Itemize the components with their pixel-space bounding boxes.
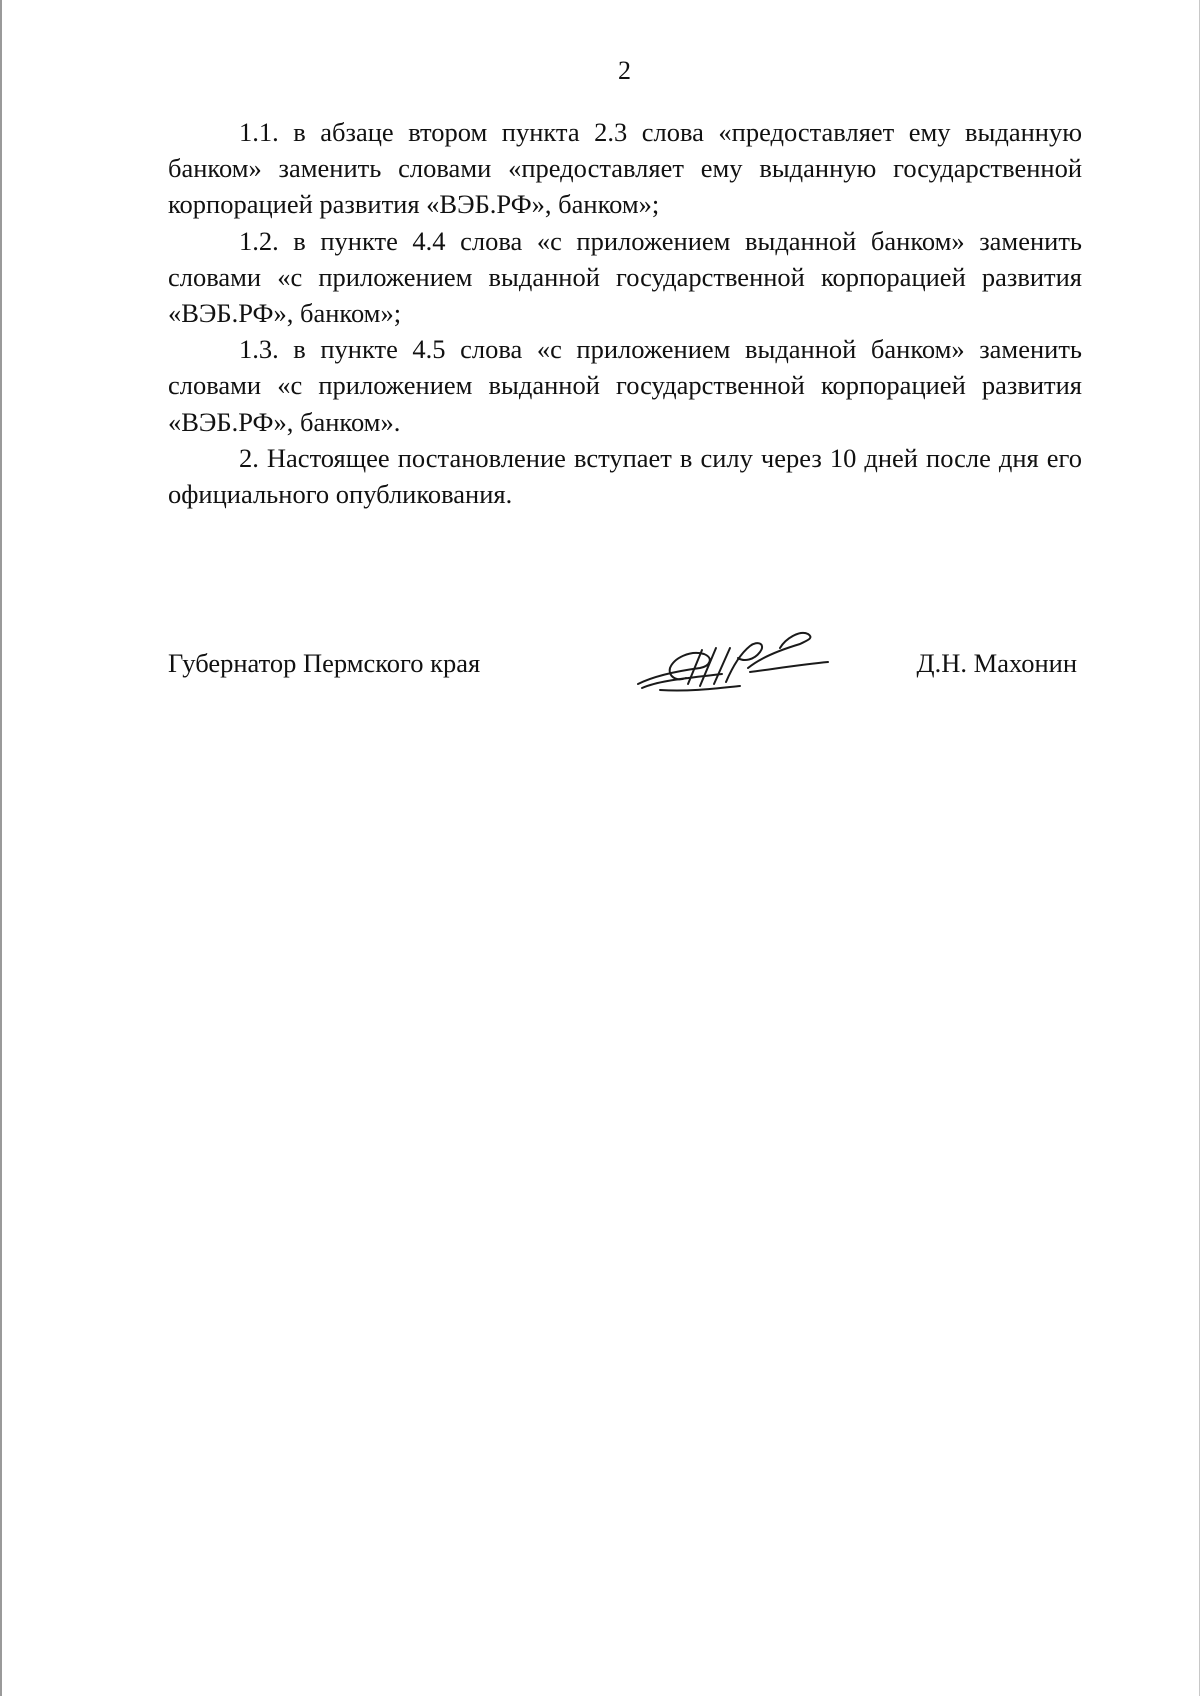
page-number: 2 bbox=[618, 56, 631, 85]
paragraph-1-1: 1.1. в абзаце втором пункта 2.3 слова «предоставляет ему выданную банком» заменить словами «предоставляет ему выданную государственной корпорацией развития «ВЭБ.РФ», банком»; bbox=[168, 117, 1082, 220]
signature-block bbox=[168, 636, 1082, 696]
handwritten-signature bbox=[630, 628, 830, 698]
paragraph-1-3: 1.3. в пункте 4.5 слова «с приложением выданной банком» заменить словами «с приложением выданной государственной корпорацией развития «ВЭБ.РФ», банком». bbox=[168, 334, 1082, 437]
document-body bbox=[168, 114, 1082, 512]
paragraph-2: 2. Настоящее постановление вступает в силу через 10 дней после дня его официального опубликования. bbox=[168, 442, 1082, 510]
signatory-position: Губернатор Пермского края bbox=[168, 648, 481, 678]
paragraph-1-2: 1.2. в пункте 4.4 слова «с приложением выданной банком» заменить словами «с приложением выданной государственной корпорацией развития «ВЭБ.РФ», банком»; bbox=[168, 225, 1082, 329]
signatory-name: Д.Н. Махонин bbox=[916, 648, 1077, 678]
